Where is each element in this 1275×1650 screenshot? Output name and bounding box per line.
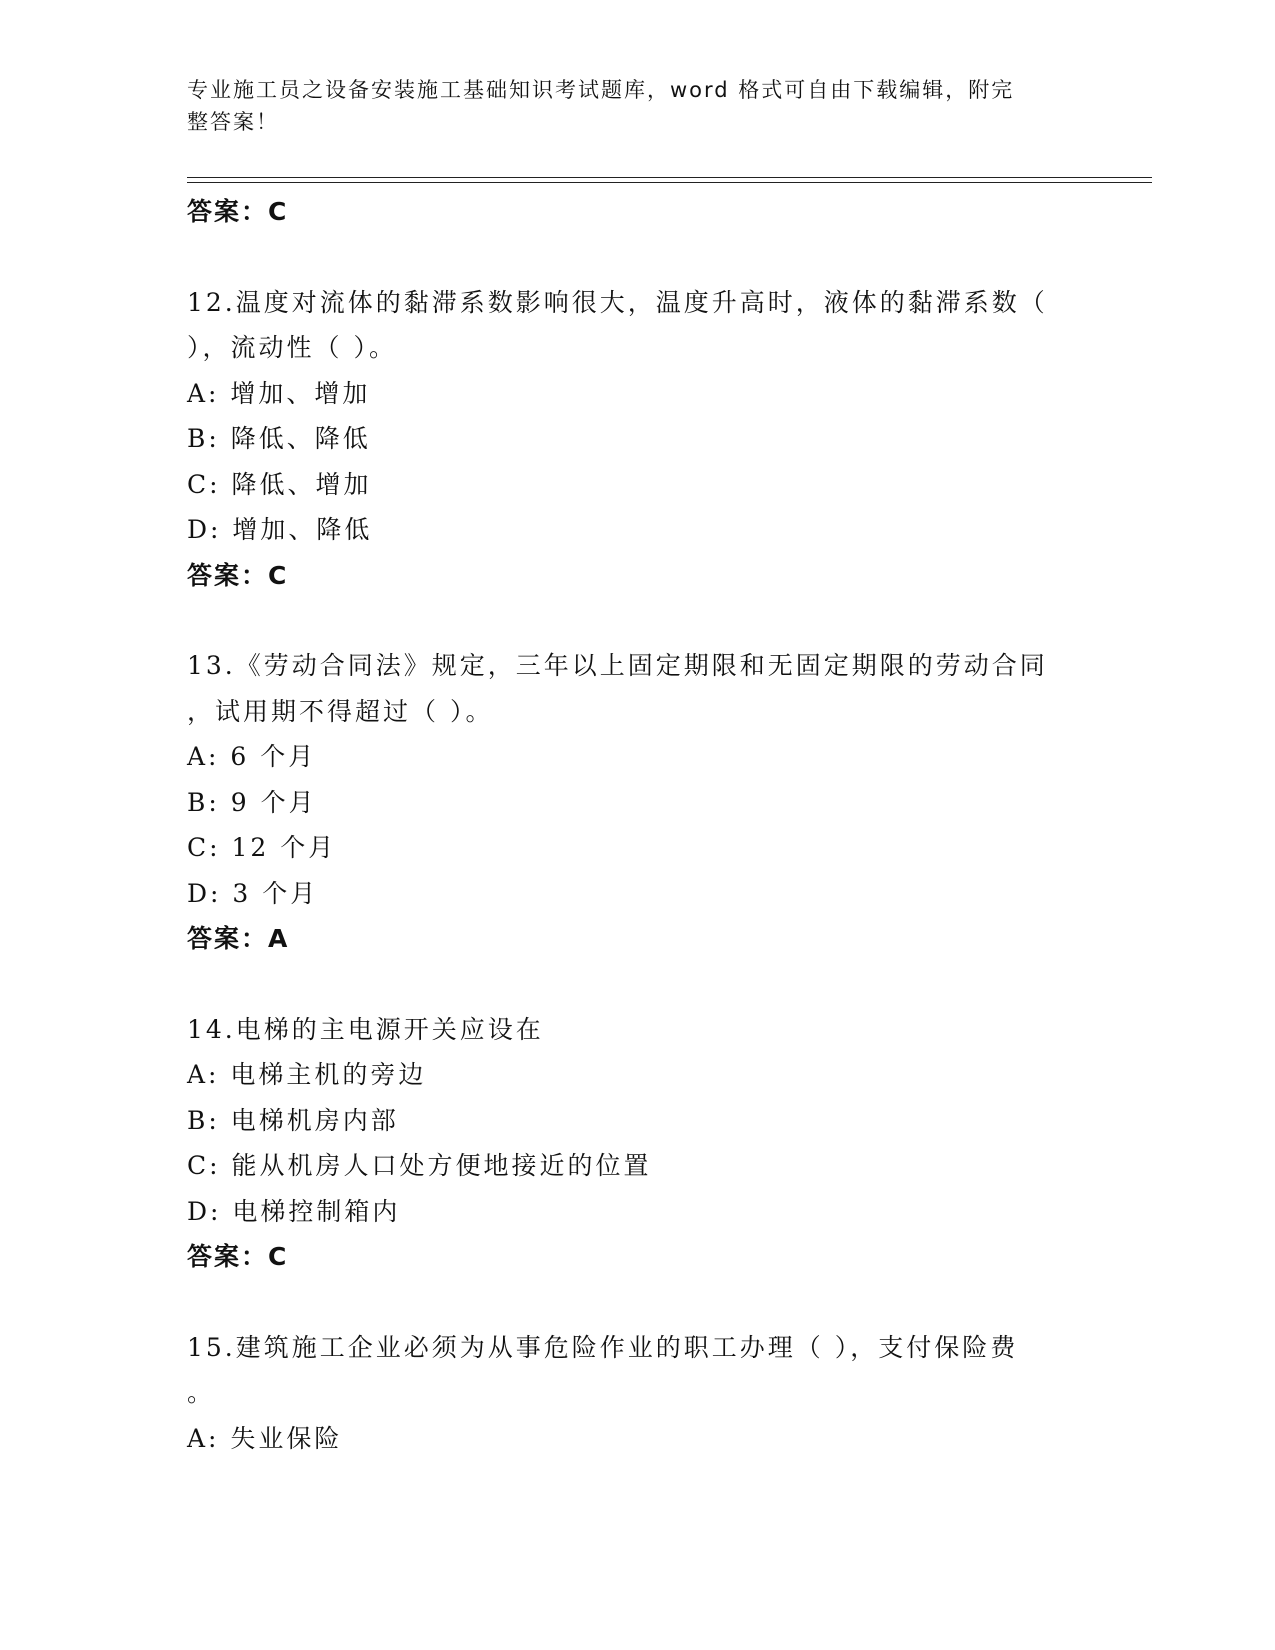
question-13 [187, 643, 1077, 962]
question-text: 12.温度对流体的黏滞系数影响很大，温度升高时，液体的黏滞系数（ [187, 287, 1048, 317]
header-divider-top [187, 177, 1152, 178]
option-d: D: 增加、降低 [187, 515, 373, 544]
document-header [187, 74, 1077, 138]
question-15 [187, 1325, 1077, 1462]
option-b: B: 电梯机房内部 [187, 1105, 399, 1135]
header-line-1: 专业施工员之设备安装施工基础知识考试题库，word 格式可自由下载编辑，附完 [187, 78, 1015, 102]
question-12 [187, 280, 1077, 599]
option-a: A: 6 个月 [187, 742, 317, 771]
option-a: A: 电梯主机的旁边 [187, 1060, 427, 1089]
option-c: C: 降低、增加 [187, 469, 372, 499]
question-text: ），流动性（ ）。 [187, 333, 397, 362]
header-line-2: 整答案！ [187, 110, 279, 134]
question-text: 。 [187, 1378, 216, 1407]
question-text: 14.电梯的主电源开关应设在 [187, 1014, 544, 1044]
option-a: A: 增加、增加 [187, 378, 371, 408]
answer: 答案：A [187, 924, 290, 953]
answer: 答案：C [187, 560, 289, 590]
question-text: 13.《劳动合同法》规定，三年以上固定期限和无固定期限的劳动合同 [187, 651, 1048, 680]
option-b: B: 9 个月 [187, 787, 317, 817]
question-text: 15.建筑施工企业必须为从事危险作业的职工办理（ ），支付保险费 [187, 1332, 1019, 1362]
question-text: ，试用期不得超过（ ）。 [187, 696, 494, 726]
option-c: C: 12 个月 [187, 833, 337, 862]
option-d: D: 电梯控制箱内 [187, 1196, 401, 1226]
option-b: B: 降低、降低 [187, 424, 371, 453]
answer: 答案：C [187, 1242, 289, 1271]
question-14 [187, 1007, 1077, 1280]
header-divider-bottom [187, 182, 1152, 183]
option-a: A: 失业保险 [187, 1423, 343, 1453]
option-d: D: 3 个月 [187, 878, 319, 908]
question-list [187, 189, 1077, 1461]
previous-answer: 答案：C [187, 197, 289, 226]
option-c: C: 能从机房人口处方便地接近的位置 [187, 1151, 652, 1180]
